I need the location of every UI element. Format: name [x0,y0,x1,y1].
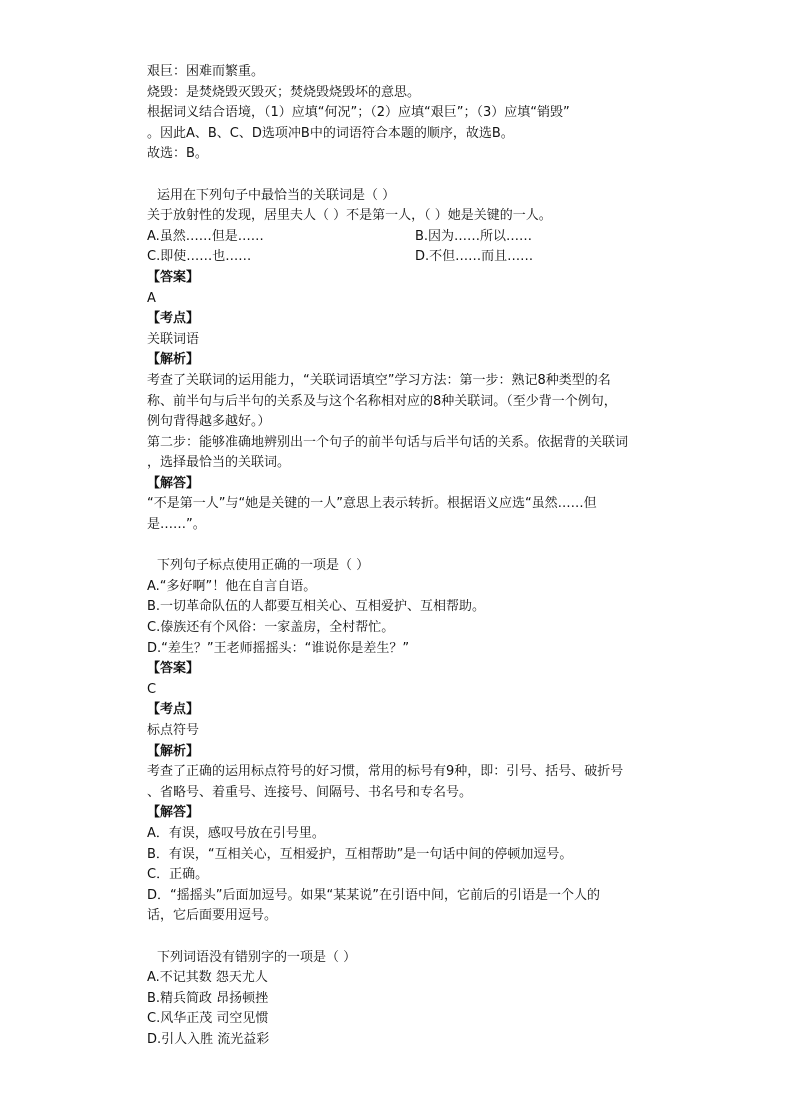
option-d: D.引人入胜 流光益彩 [147,1031,270,1047]
option-a: A.不记其数 怨天尤人 [147,970,268,986]
analysis-line: 考查了正确的运用标点符号的好习惯，常用的标号有9种，即：引号、括号、破折号 [147,764,624,780]
analysis-heading: 【解析】 [147,352,200,368]
option-a: A.“多好啊”！他在自言自语。 [147,578,317,594]
solution-heading: 【解答】 [147,805,200,821]
analysis-heading: 【解析】 [147,743,200,759]
document-page [147,62,667,1051]
spacer [147,536,667,557]
text-line: 烧毁：是焚烧毁灭毁灭；焚烧毁烧毁坏的意思。 [147,84,421,100]
solution-line: “不是第一人”与“她是关键的一人”意思上表示转折。根据语义应选“虽然……但 [147,496,597,512]
solution-line: 话，它后面要用逗号。 [147,908,278,924]
option-a: A.虽然……但是…… [147,228,264,244]
answer-heading: 【答案】 [147,269,200,285]
question-3 [147,948,667,1051]
solution-line: D．“摇摇头”后面加逗号。如果“某某说”在引语中间，它前后的引语是一个人的 [147,887,600,903]
option-b: B.因为……所以…… [415,228,533,244]
text-line: 故选：B。 [147,146,208,162]
text-line: 艰巨：困难而繁重。 [147,64,265,79]
option-b: B.精兵简政 昂扬顿挫 [147,990,269,1006]
solution-line: A．有误，感叹号放在引号里。 [147,825,325,841]
point-value: 标点符号 [147,723,200,738]
text-line: 根据词义结合语境，（1）应填“何况”；（2）应填“艰巨”；（3）应填“销毁” [147,105,570,121]
answer-heading: 【答案】 [147,661,200,677]
point-heading: 【考点】 [147,311,200,327]
analysis-line: 考查了关联词的运用能力，“关联词语填空”学习方法：第一步：熟记8种类型的名 [147,372,611,388]
solution-line: 是……”。 [147,517,206,533]
option-d: D.不但……而且…… [415,249,534,265]
solution-line: B．有误，“互相关心，互相爱护，互相帮助”是一句话中间的停顿加逗号。 [147,846,573,862]
option-row [147,247,667,268]
question-2 [147,556,667,927]
solution-heading: 【解答】 [147,475,200,491]
option-d: D.“差生？”王老师摇摇头：“谁说你是差生？” [147,640,410,656]
option-row [147,227,667,248]
analysis-line: 第二步：能够准确地辨别出一个句子的前半句话与后半句话的关系。依据背的关联词 [147,434,629,450]
text-line: 。因此A、B、C、D选项冲B中的词语符合本题的顺序，故选B。 [147,125,514,141]
point-value: 关联词语 [147,331,200,347]
analysis-line: ，选择最恰当的关联词。 [147,455,291,471]
answer-value: A [147,290,156,306]
question-stem: 下列词语没有错别字的一项是（ ） [157,949,357,965]
option-b: B.一切革命队伍的人都要互相关心、互相爱护、互相帮助。 [147,599,486,615]
solution-line: C．正确。 [147,867,209,883]
analysis-line: 例句背得越多越好。） [147,414,271,430]
question-stem: 运用在下列句子中最恰当的关联词是（ ） [157,187,396,203]
spacer [147,927,667,948]
analysis-line: 、省略号、着重号、连接号、间隔号、书名号和专名号。 [147,784,473,800]
question-stem: 下列句子标点使用正确的一项是（ ） [157,558,370,574]
spacer [147,165,667,186]
analysis-line: 称、前半句与后半句的关系及与这个名称相对应的8种关联词。（至少背一个例句， [147,393,617,409]
option-c: C.傣族还有个风俗：一家盖房，全村帮忙。 [147,620,395,636]
previous-solution-section [147,62,667,165]
question-sentence: 关于放射性的发现，居里夫人（ ）不是第一人，（ ）她是关键的一人。 [147,208,552,224]
option-c: C.风华正茂 司空见惯 [147,1011,269,1027]
answer-value: C [147,681,157,697]
point-heading: 【考点】 [147,702,200,718]
option-c: C.即使……也…… [147,249,252,265]
question-1 [147,186,667,536]
